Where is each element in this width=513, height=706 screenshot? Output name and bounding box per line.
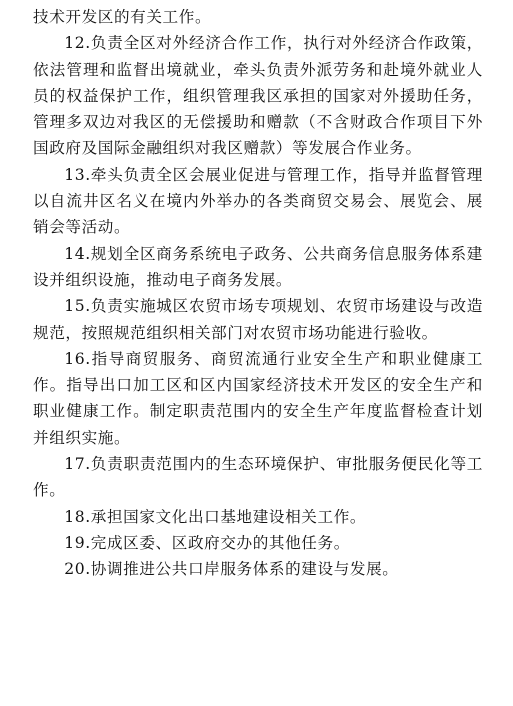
paragraph-item-15: 15.负责实施城区农贸市场专项规划、农贸市场建设与改造规范，按照规范组织相关部门对农贸市场功能进行验收。 (33, 297, 483, 342)
paragraph-item-12: 12.负责全区对外经济合作工作，执行对外经济合作政策，依法管理和监督出境就业，牵头负责外派劳务和赴境外就业人员的权益保护工作，组织管理我区承担的国家对外援助任务，管理多双边对我区的无偿援助和赠款（不含财政合作项目下外国政府及国际金融组织对我区赠款）等发展合作业务。 (33, 34, 483, 158)
paragraph-item-13: 13.牵头负责全区会展业促进与管理工作，指导并监督管理以自流井区名义在境内外举办的各类商贸交易会、展览会、展销会等活动。 (33, 165, 483, 237)
paragraph-item-17: 17.负责职责范围内的生态环境保护、审批服务便民化等工作。 (33, 455, 483, 500)
paragraph-item-19: 19.完成区委、区政府交办的其他任务。 (64, 533, 350, 552)
paragraph-item-18: 18.承担国家文化出口基地建设相关工作。 (64, 507, 367, 526)
paragraph-item-16: 16.指导商贸服务、商贸流通行业安全生产和职业健康工作。指导出口加工区和区内国家经济技术开发区的安全生产和职业健康工作。制定职责范围内的安全生产年度监督检查计划并组织实施。 (33, 349, 483, 447)
paragraph-item-20: 20.协调推进公共口岸服务体系的建设与发展。 (64, 560, 399, 579)
paragraph-item-14: 14.规划全区商务系统电子政务、公共商务信息服务体系建设并组织设施，推动电子商务发展。 (33, 244, 483, 289)
paragraph-continuation: 技术开发区的有关工作。 (33, 8, 212, 26)
